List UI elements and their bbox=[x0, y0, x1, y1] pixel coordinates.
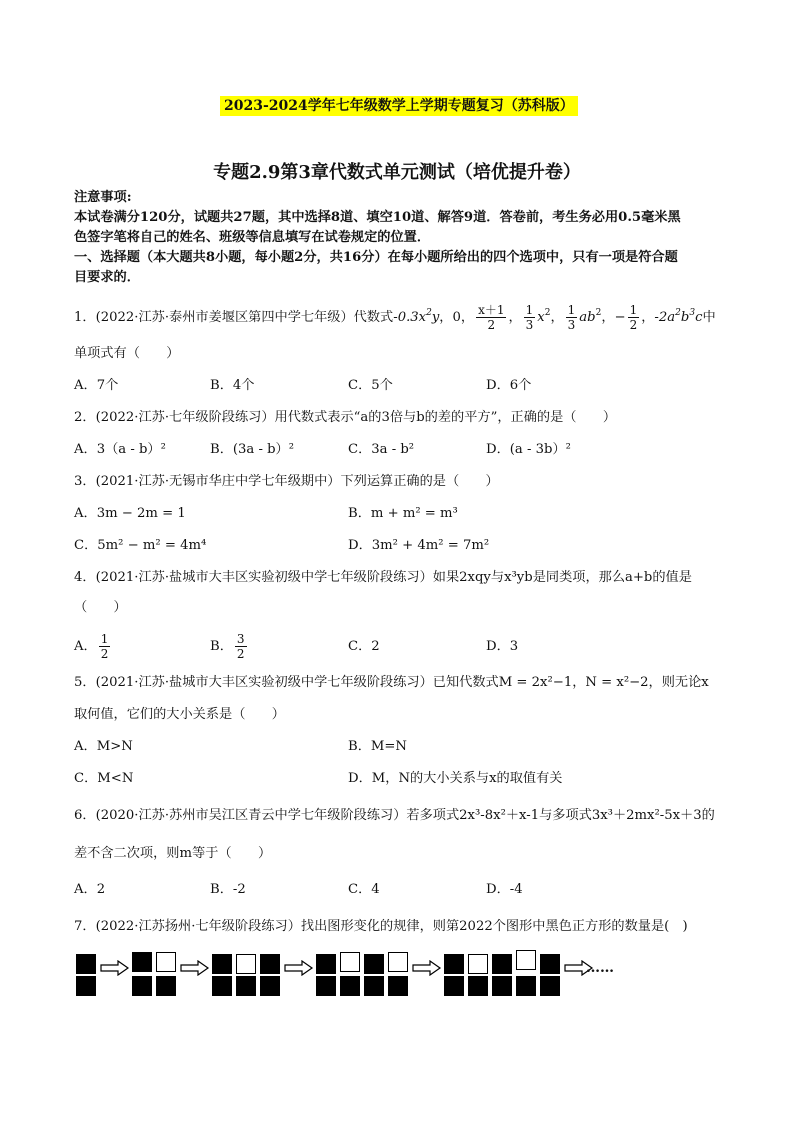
black-square bbox=[540, 976, 560, 996]
arrow-icon bbox=[100, 960, 130, 976]
q6-option-c: C．4 bbox=[348, 882, 380, 897]
q2-option-a: A．3（a - b）² bbox=[74, 442, 166, 457]
q5-option-a: A．M>N bbox=[74, 739, 133, 754]
black-square bbox=[340, 976, 360, 996]
question-1-stem: 1．(2022·江苏·泰州市姜堰区第四中学七年级）代数式$-0.3x^2y$，0， $\frac{x+1}{2}$ ， $\frac{1}{3}$ $x^2$， $\frac{1}{3}$ $ab^2$，− $\frac{1}{2}$ ，$-2a^2b^3c$中 bbox=[74, 303, 716, 332]
question-6-stem: 6．(2020·江苏·苏州市吴江区青云中学七年级阶段练习）若多项式2x³-8x²＋x-1与多项式3x³＋2mx²-5x＋3的 bbox=[74, 808, 715, 823]
white-square bbox=[388, 952, 408, 972]
black-square bbox=[316, 976, 336, 996]
q1-fraction-3: $\frac{1}{3}$ bbox=[567, 303, 576, 332]
black-square bbox=[492, 954, 512, 974]
arrow-icon bbox=[412, 960, 442, 976]
black-square bbox=[260, 954, 280, 974]
q3-option-d: D．3m² + 4m² = 7m² bbox=[348, 538, 490, 553]
white-square bbox=[156, 952, 176, 972]
black-square bbox=[492, 976, 512, 996]
black-square bbox=[468, 976, 488, 996]
q1-option-b: B．4个 bbox=[210, 378, 255, 393]
q5-option-d: D．M，N的大小关系与x的取值有关 bbox=[348, 771, 563, 786]
q2-option-c: C．3a - b² bbox=[348, 442, 415, 457]
black-square bbox=[212, 954, 232, 974]
q1-option-a: A．7个 bbox=[74, 378, 119, 393]
q6-option-b: B．-2 bbox=[210, 882, 246, 897]
question-1-line-2: 单项式有（ ） bbox=[74, 346, 180, 361]
black-square bbox=[76, 954, 96, 974]
notice-heading: 注意事项: bbox=[74, 190, 132, 205]
q5-option-b: B．M=N bbox=[348, 739, 407, 754]
black-square bbox=[540, 954, 560, 974]
question-2-stem: 2．(2022·江苏·七年级阶段练习）用代数式表示“a的3倍与b的差的平方”，正确的是（ ） bbox=[74, 410, 617, 425]
question-6-line-2: 差不含二次项，则m等于（ ） bbox=[74, 846, 272, 861]
q1-fraction-1: $\frac{x+1}{2}$ bbox=[478, 303, 505, 332]
black-square bbox=[212, 976, 232, 996]
black-square bbox=[132, 952, 152, 972]
q6-option-a: A．2 bbox=[74, 882, 106, 897]
black-square bbox=[516, 976, 536, 996]
white-square bbox=[516, 950, 536, 970]
q2-option-d: D．(a - 3b）² bbox=[486, 442, 571, 457]
q4-a-fraction: $\frac{1}{2}$ bbox=[100, 632, 109, 661]
q2-option-b: B．(3a - b）² bbox=[210, 442, 295, 457]
q4-b-fraction: $\frac{3}{2}$ bbox=[236, 632, 245, 661]
q4-option-c: C．2 bbox=[348, 639, 380, 654]
q5-option-c: C．M<N bbox=[74, 771, 134, 786]
white-square bbox=[236, 954, 256, 974]
q1-prefix: 1．(2022·江苏·泰州市姜堰区第四中学七年级）代数式 bbox=[74, 310, 394, 325]
question-4-stem: 4．(2021·江苏·盐城市大丰区实验初级中学七年级阶段练习）如果2xqy与x³yb是同类项，那么a+b的值是 bbox=[74, 570, 692, 585]
black-square bbox=[76, 976, 96, 996]
question-5-stem: 5．(2021·江苏·盐城市大丰区实验初级中学七年级阶段练习）已知代数式M = 2x²−1，N = x²−2，则无论x bbox=[74, 675, 709, 690]
q1-fraction-4: $\frac{1}{2}$ bbox=[629, 303, 638, 332]
black-square bbox=[316, 954, 336, 974]
q1-suffix: 中 bbox=[702, 310, 716, 325]
q3-option-a: A．3m − 2m = 1 bbox=[74, 506, 186, 521]
black-square bbox=[156, 976, 176, 996]
notice-line-1: 本试卷满分120分，试题共27题，其中选择8道、填空10道、解答9道．答卷前，考生务必用0.5毫米黑 bbox=[74, 210, 681, 225]
white-square bbox=[340, 952, 360, 972]
q1-option-c: C．5个 bbox=[348, 378, 393, 393]
arrow-icon bbox=[180, 960, 210, 976]
header-banner: 2023-2024学年七年级数学上学期专题复习（苏科版） bbox=[220, 96, 578, 116]
black-square bbox=[364, 954, 384, 974]
arrow-icon bbox=[284, 960, 314, 976]
q4-option-b: B． $\frac{3}{2}$ bbox=[210, 632, 245, 661]
notice-line-2: 色签字笔将自己的姓名、班级等信息填写在试卷规定的位置． bbox=[74, 230, 431, 245]
black-square bbox=[364, 976, 384, 996]
section-1-heading-cont: 目要求的． bbox=[74, 270, 140, 285]
question-4-line-2: （ ） bbox=[74, 600, 127, 615]
q1-fraction-2: $\frac{1}{3}$ bbox=[525, 303, 534, 332]
question-3-stem: 3．(2021·江苏·无锡市华庄中学七年级期中）下列运算正确的是（ ） bbox=[74, 474, 499, 489]
q1-option-d: D．6个 bbox=[486, 378, 532, 393]
q1-last-expr: -2a bbox=[654, 310, 676, 325]
black-square bbox=[260, 976, 280, 996]
ellipsis: …… bbox=[586, 960, 614, 976]
question-7-stem: 7．(2022·江苏扬州·七年级阶段练习）找出图形变化的规律，则第2022个图形中黑色正方形的数量是( ) bbox=[74, 919, 688, 934]
q4-option-a: A． $\frac{1}{2}$ bbox=[74, 632, 109, 661]
black-square bbox=[444, 954, 464, 974]
q4-option-d: D．3 bbox=[486, 639, 519, 654]
black-square bbox=[388, 976, 408, 996]
q3-option-b: B．m + m² = m³ bbox=[348, 506, 458, 521]
black-square bbox=[236, 976, 256, 996]
black-square bbox=[444, 976, 464, 996]
q1-zero: ，0， bbox=[439, 310, 475, 325]
page-title: 专题2.9第3章代数式单元测试（培优提升卷） bbox=[213, 162, 581, 183]
white-square bbox=[468, 954, 488, 974]
section-1-heading: 一、选择题（本大题共8小题，每小题2分，共16分）在每小题所给出的四个选项中，只有一项是符合题 bbox=[74, 250, 678, 265]
black-square bbox=[132, 976, 152, 996]
q3-option-c: C．5m² − m² = 4m⁴ bbox=[74, 538, 207, 553]
q6-option-d: D．-4 bbox=[486, 882, 523, 897]
q1-expr-1: -0.3x bbox=[393, 310, 427, 325]
question-5-line-2: 取何值，它们的大小关系是（ ） bbox=[74, 707, 285, 722]
